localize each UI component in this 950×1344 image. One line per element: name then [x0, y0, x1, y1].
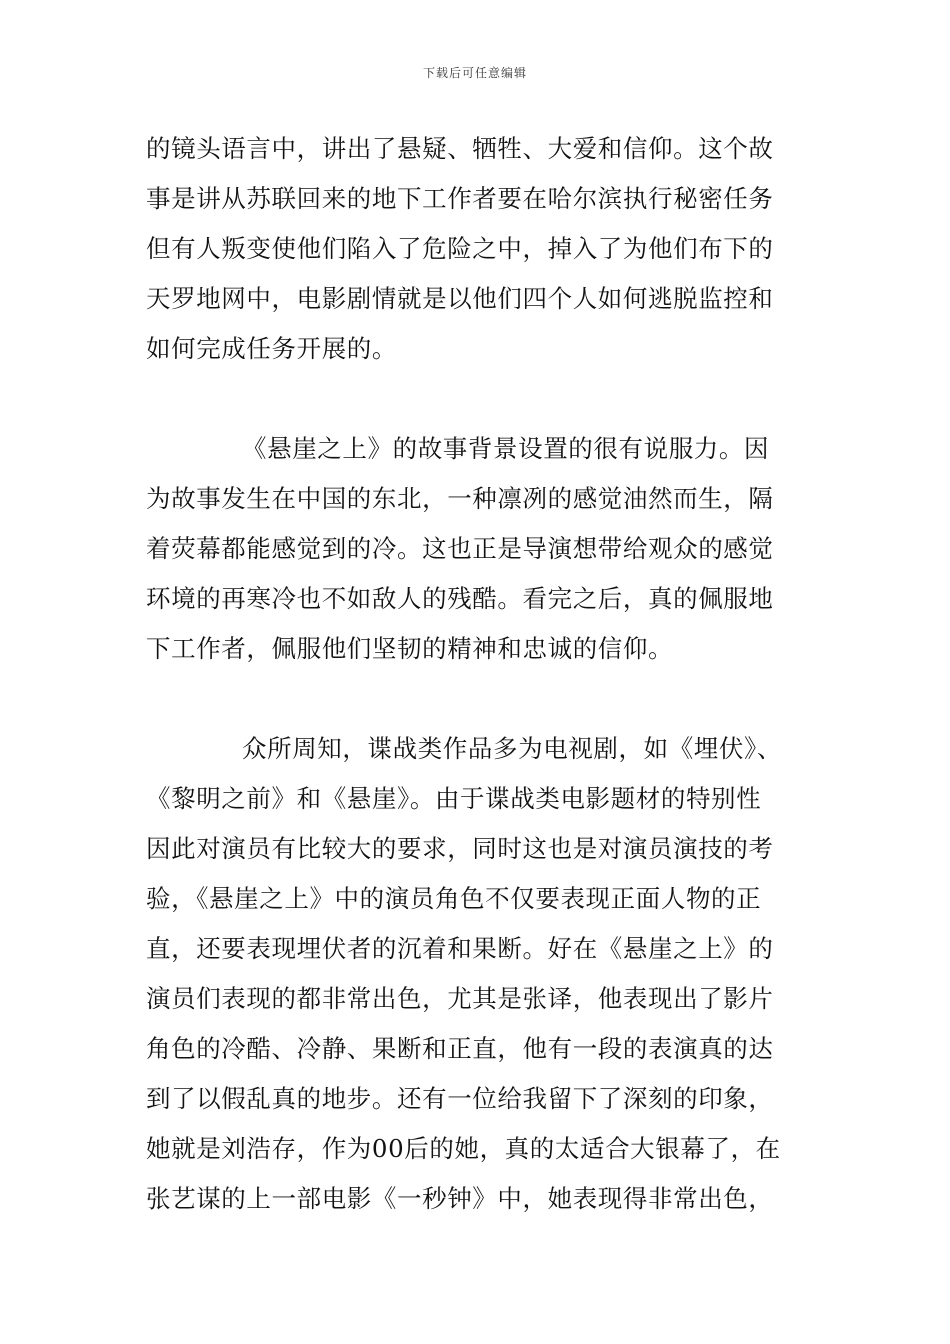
text-line: 她就是刘浩存，作为00后的她，真的太适合大银幕了，在	[146, 1134, 781, 1163]
text-line: 如何完成任务开展的。	[146, 334, 397, 363]
text-line: 天罗地网中，电影剧情就是以他们四个人如何逃脱监控和	[146, 284, 774, 313]
paragraph-2	[146, 424, 846, 674]
text-line: 《悬崖之上》的故事背景设置的很有说服力。因	[242, 434, 770, 463]
text-line: 下工作者，佩服他们坚韧的精神和忠诚的信仰。	[146, 634, 674, 663]
text-line: 张艺谋的上一部电影《一秒钟》中，她表现得非常出色，	[146, 1184, 774, 1213]
text-line: 但有人叛变使他们陷入了危险之中，掉入了为他们布下的	[146, 234, 774, 263]
text-line: 因此对演员有比较大的要求，同时这也是对演员演技的考	[146, 834, 774, 863]
text-line: 事是讲从苏联回来的地下工作者要在哈尔滨执行秘密任务	[146, 184, 774, 213]
text-line: 验，《悬崖之上》中的演员角色不仅要表现正面人物的正	[146, 884, 762, 913]
text-line: 环境的再寒冷也不如敌人的残酷。看完之后，真的佩服地	[146, 584, 774, 613]
paragraph-1	[146, 124, 846, 374]
paragraph-3	[146, 724, 846, 1224]
text-line: 为故事发生在中国的东北，一种凛冽的感觉油然而生，隔	[146, 484, 774, 513]
text-line: 的镜头语言中，讲出了悬疑、牺牲、大爱和信仰。这个故	[146, 134, 774, 163]
text-line: 《黎明之前》和《悬崖》。由于谍战类电影题材的特别性	[146, 784, 762, 813]
text-line: 到了以假乱真的地步。还有一位给我留下了深刻的印象，	[146, 1084, 774, 1113]
text-line: 演员们表现的都非常出色，尤其是张译，他表现出了影片	[146, 984, 774, 1013]
text-line: 角色的冷酷、冷静、果断和正直，他有一段的表演真的达	[146, 1034, 774, 1063]
document-body	[146, 124, 846, 1224]
paragraph-spacer	[146, 374, 846, 424]
paragraph-spacer	[146, 674, 846, 724]
text-line: 众所周知，谍战类作品多为电视剧，如《埋伏》、	[242, 734, 782, 763]
page-header: 下载后可任意编辑	[422, 66, 527, 80]
text-line: 着荧幕都能感觉到的冷。这也正是导演想带给观众的感觉	[146, 534, 774, 563]
text-line: 直，还要表现埋伏者的沉着和果断。好在《悬崖之上》的	[146, 934, 774, 963]
